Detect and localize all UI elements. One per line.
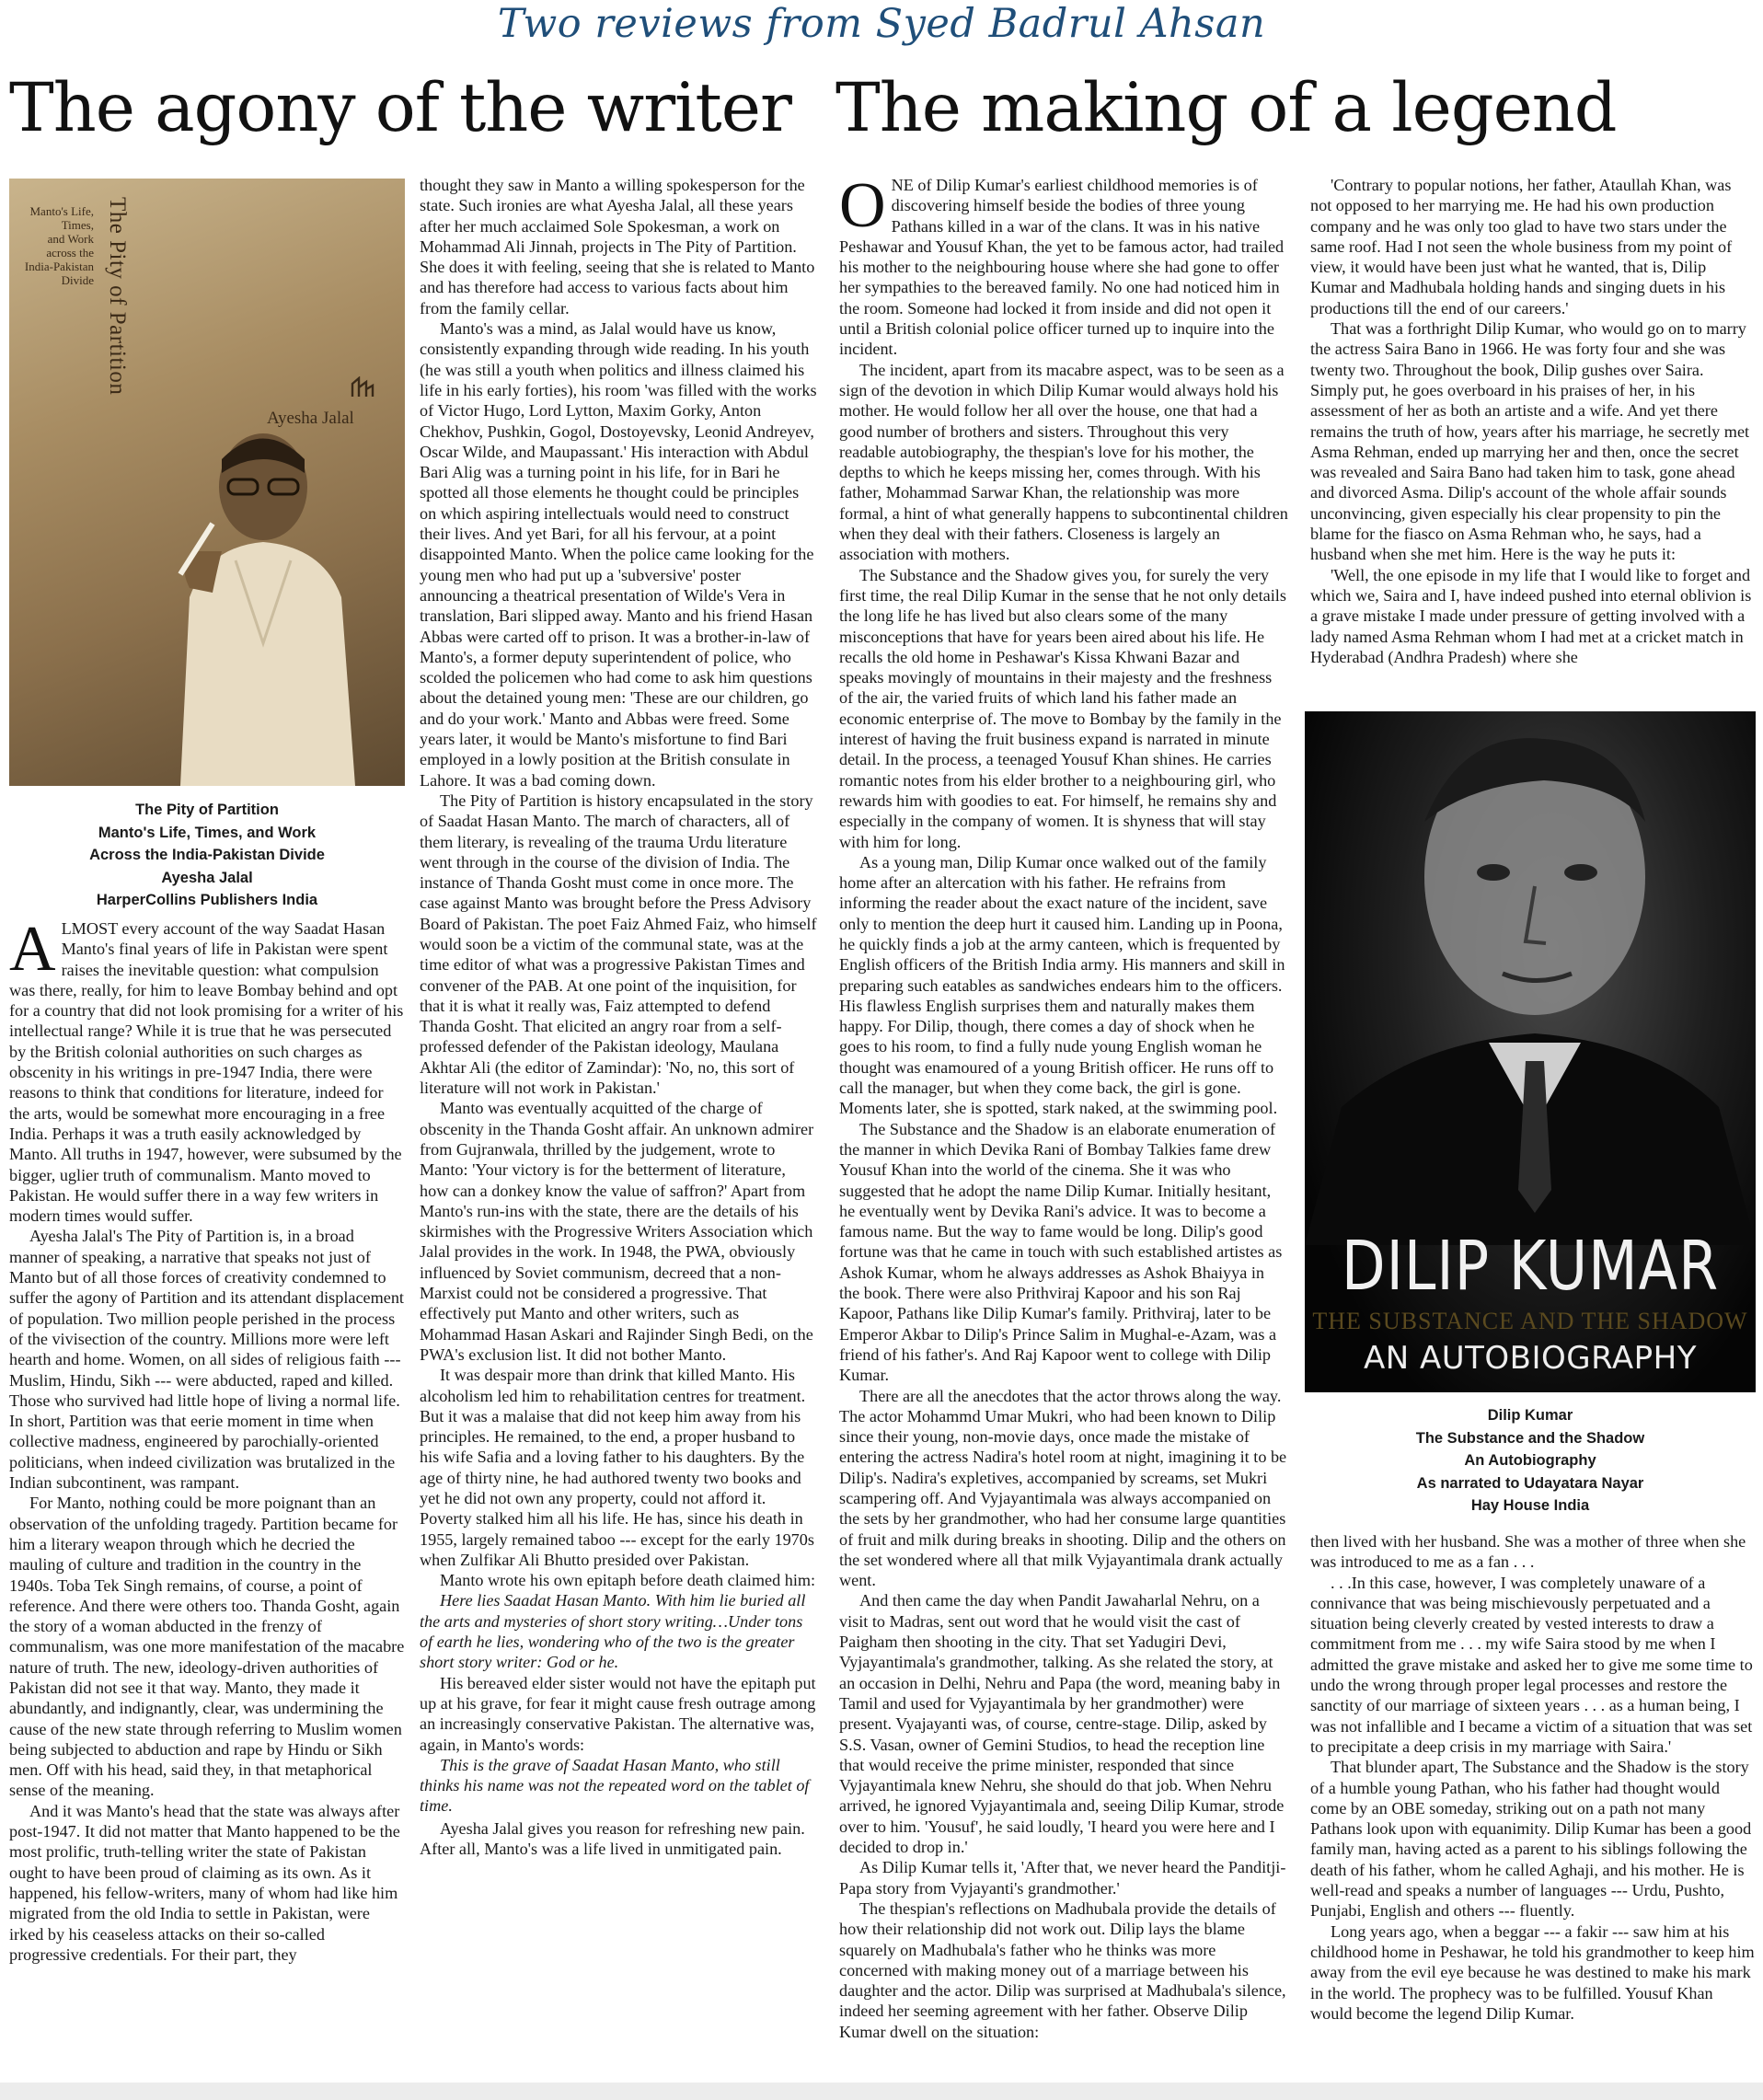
- paragraph: And it was Manto's head that the state was always after post-1947. It did not matter that Manto happened to be the most prolific, truth-telling writer the state of Pakistan ought to have been proud of claiming as its own. As it happened, his fellow-writers, many of whom had like him migrated from the old India to settle in Pakistan, were irked by his ceaseless attacks on their so-called progressive credentials. For their part, they: [9, 1801, 400, 1964]
- paragraph: The Substance and the Shadow is an elaborate enumeration of the manner in which Devika Rani of Bombay Talkies fame drew Yousuf Khan into the world of the cinema. She it was who suggested that he adopt the name Dilip Kumar. Initially hesitant, he eventually went by Devika Rani's advice. It was to become a famous name. But the way to fame would be long. Dilip's good fortune was that he came in touch with such established artistes as Ashok Kumar, whom he always addresses as Ashok Bhaiyya in the book. There were also Prithviraj Kapoor and his son Raj Kapoor, Pathans like Dilip Kumar's family. Prithviraj, later to be Emperor Akbar to Dilip's Prince Salim in Mughal-e-Azam, was a friend of his father's. And Raj Kapoor went to college with Dilip Kumar.: [839, 1119, 1283, 1385]
- article-right-column-2-top: [1310, 175, 1756, 701]
- publisher-logo-icon: [351, 376, 374, 398]
- paragraph: Manto's was a mind, as Jalal would have us know, consistently expanding through wide reading. In his youth (he was still a youth when politics and illness claimed his life in his early forties), his room 'was filled with the works of Victor Hugo, Lord Lytton, Maxim Gorky, Anton Chekhov, Pushkin, Gogol, Dostoyevsky, Leonid Andreyev, Oscar Wilde, and Maupassant.' His interaction with Abdul Bari Alig was a turning point in his life, for in Bari he spotted all those elements he thought could be principles on which aspiring intellectuals would need to construct their lives. And yet Bari, for all his fervour, at a point disappointed Manto. When the police came looking for the young men who had put up a 'subversive' poster announcing a theatrical presentation of Wilde's Vera in translation, Bari slipped away. Manto and his friend Hasan Abbas were carted off to prison. It was a brother-in-law of Manto's, a former deputy superintendent of police, who scolded the policemen who had come to ask him questions about the detained young men: 'These are our children, go and do your work.' Manto and Abbas were freed. Some years later, it would be Manto's misfortune to find Bari employed in a lowly position at the British consulate in Lahore. It was a bad coming down.: [420, 319, 817, 790]
- dropcap: A: [9, 918, 56, 985]
- paragraph: The Substance and the Shadow gives you, for surely the very first time, the real Dilip Kumar in the sense that he not only details the long life he has lived but also clears some of the many misconceptions that have for years been aired about his life. He recalls the old home in Peshawar's Kissa Khwani Bazar and speaks movingly of mountains in their majesty and the freshness of the air, the varied fruits of which land his father made an economic enterprise of. The move to Bombay by the family in the interest of having the fruit business expand is narrated in minute detail. In the process, a teenaged Yousuf Khan shines. He carries romantic notes from his elder brother to a neighbouring girl, who rewards him with goodies to eat. For himself, he remains shy and especially in the company of women. It is shyness that will stay with him for long.: [839, 565, 1286, 851]
- paragraph: That was a forthright Dilip Kumar, who would go on to marry the actress Saira Bano in 1966. He was forty four and she was twenty two. Throughout the book, Dilip gushes over Saira. Simply put, he goes overboard in his praises of her, in his assessment of her as both an artiste and a wife. And yet there remains the truth of how, years after his marriage, he secretly met Asma Rehman, ended up marrying her and then, once the secret was revealed and Saira Bano had taken him to task, gone ahead and divorced Asma. Dilip's account of the whole affair sounds unconvincing, given especially his clear propensity to pin the blame for the fiasco on Asma Rehman who, he says, had a husband when she met him. Here is the way he puts it:: [1310, 319, 1750, 564]
- paragraph: The Pity of Partition is history encapsulated in the story of Saadat Hasan Manto. The march of characters, all of them literary, is revealing of the trauma Urdu literature went through in the course of the division of India. The instance of Thanda Gosht must come in once more. The case against Manto was brought before the Press Advisory Board of Pakistan. The poet Faiz Ahmed Faiz, who himself would soon be a victim of the communal state, was at the time editor of what was a progressive Pakistan Times and convener of the PAB. At one point of the inquisition, for that it is what it really was, Faiz attempted to defend Thanda Gosht. That elicited an angry roar from a self-professed defender of the Pakistan ideology, Maulana Akhtar Ali (the editor of Zamindar): 'No, no, this sort of literature will not work in Pakistan.': [420, 790, 817, 1098]
- paragraph: For Manto, nothing could be more poignant than an observation of the unfolding tragedy. Partition became for him a literary weapon through which he decried the mauling of culture and tradition in the country in the 1940s. Toba Tek Singh remains, of course, a point of reference. And there were others too. Thanda Gosht, again the story of a woman abducted in the frenzy of communalism, was one more manifestation of the macabre nature of truth. The new, ideology-driven authorities of Pakistan did not see it that way. Manto, they made it abundantly, and indignantly, clear, was undermining the cause of the new state through referring to Muslim women being subjected to abduction and rape by Hindu or Sikh men. Off with his head, said they, in that metaphorical sense of the meaning.: [9, 1494, 405, 1800]
- book-cover-dilip-kumar: [1305, 711, 1756, 1392]
- book-caption-right: Dilip Kumar The Substance and the Shadow An Autobiography As narrated to Udayatara Nayar Hay House India: [1415, 1407, 1645, 1514]
- headline-agony-of-the-writer: The agony of the writer: [9, 69, 791, 147]
- paragraph: 'Contrary to popular notions, her father, Ataullah Khan, was not opposed to her marrying me. He had his own production company and he was only too glad to have two stars under the same roof. Had I not seen the whole business from my point of view, it would have been just what he wanted, that is, Dilip Kumar and Madhubala holding hands and singing duets in his productions till the end of our careers.': [1310, 176, 1733, 317]
- cover-title: The Pity of Partition: [105, 197, 130, 396]
- paragraph: His bereaved elder sister would not have the epitaph put up at his grave, for fear it might cause fresh outrage among an increasingly conservative Pakistan. The alternative was, again, in Manto's words:: [420, 1673, 816, 1754]
- paragraph: There are all the anecdotes that the actor throws along the way. The actor Mohammd Umar Mukri, who had been known to Dilip since their young, non-movie days, once made the mistake of entering the actress Nadira's hotel room at night, imagining it to be Dilip's. Nadira's expletives, accompanied by screams, set Mukri scampering off. And Vyjayantimala was always accompanied on the sets by her grandmother, who had her consume large quantities of fruit and milk during breaks in shooting. Dilip and the others on the set wondered where all that milk Vyjayantimala drank actually went.: [839, 1386, 1287, 1590]
- cover-subtitle: THE SUBSTANCE AND THE SHADOW: [1312, 1308, 1748, 1334]
- dilip-kumar-portrait: [1305, 711, 1756, 1245]
- paragraph: As a young man, Dilip Kumar once walked out of the family home after an altercation with his father. He refrains from informing the reader about the exact nature of the incident, save only to mention the deep hurt it caused him. Landing up in Poona, he quickly finds a job at the army canteen, which is frequented by English officers of the British India army. His manners and skill in preparing such eatables as sandwiches endears him to the officers. His flawless English surprises them and naturally makes them happy. For Dilip, though, there comes a day of shock when he goes to his room, to find a fully nude young English woman he thought was enamoured of a young British officer. He runs off to call the manager, but when they come back, the girl is gone. Moments later, she is spotted, stark naked, at the swimming pool.: [839, 852, 1285, 1118]
- paragraph: The incident, apart from its macabre aspect, was to be seen as a sign of the devotion in which Dilip Kumar would always hold his mother. He would follow her all over the house, one that had a good number of brothers and sisters. Throughout this very readable autobiography, the thespian's love for his mother, the depths to which he keeps missing her, comes through. With his father, Mohammad Sarwar Khan, the relationship was more formal, a hint of what generally happens to subcontinental children when they deal with their fathers. Closeness is largely an association with mothers.: [839, 360, 1288, 564]
- paragraph: then lived with her husband. She was a mother of three when she was introduced to me as a fan . . .: [1310, 1532, 1746, 1572]
- reviews-kicker: Two reviews from Syed Badrul Ahsan: [497, 1, 1266, 47]
- article-left-column-2: [420, 175, 817, 2080]
- paragraph: Ayesha Jalal's The Pity of Partition is, in a broad manner of speaking, a narrative that speaks not just of Manto but of all those forces of creativity condemned to suffer the agony of Partition and its attendant displacement of population. Two million people perished in the process of the vivisection of the country. Millions more were left hearth and home. Women, on all sides of religious faith --- Muslim, Hindu, Sikh --- were abducted, raped and killed. Those who survived had little hope of living a normal life. In short, Partition was that eerie moment in time when collective madness, engineered by parochially-oriented politicians, when indeed civilization was brutalized in the Indian subcontinent, was rampant.: [9, 1227, 404, 1493]
- article-right-column-2-bottom: [1310, 1531, 1756, 2080]
- headline-making-of-a-legend: The making of a legend: [835, 69, 1617, 147]
- epitaph-quote: Here lies Saadat Hasan Manto. With him lie buried all the arts and mysteries of short story writing…Under tons of earth he lies, wondering who of the two is the greater short story writer: God or he.: [420, 1591, 806, 1672]
- dropcap: O: [839, 175, 886, 241]
- article-left-column-1: [9, 918, 405, 2080]
- paragraph: NE of Dilip Kumar's earliest childhood memories is of discovering himself beside the bodies of three young Pathans killed in a war of the clans. It was in his native Peshawar and Yousuf Khan, the yet to be famous actor, had trailed his mother to the neighbouring house where she had gone to offer her sympathies to the bereaved family. No one had noticed him in the room. Someone had locked it from inside and did not open it until a British colonial police officer turned up to inquire into the incident.: [839, 176, 1285, 359]
- paragraph: And then came the day when Pandit Jawaharlal Nehru, on a visit to Madras, sent out word that he would visit the cast of Paigham then shooting in the city. That set Yadugiri Devi, Vyjayantimala's grandmother, talking. As she related the story, at an occasion in Delhi, Nehru and Papa (the word, meaning baby in Tamil and used for Vyjayantimala by her grandmother) were present. Vyajayanti was, of course, centre-stage. Dilip, asked by S.S. Vasan, owner of Gemini Studios, to head the reception line that would receive the prime minister, responded that since Vyjayantimala knew Nehru, she should do that job. When Nehru arrived, he ignored Vyjayantimala and, seeing Dilip Kumar, strode over to him. 'Yousuf', he said loudly, 'I heard you were here and I decided to drop in.': [839, 1591, 1285, 1857]
- cover-name: DILIP KUMAR: [1341, 1225, 1720, 1307]
- paragraph: thought they saw in Manto a willing spokesperson for the state. Such ironies are what Ayesha Jalal, all these years after her much acclaimed Sole Spokesman, a work on Mohammad Ali Jinnah, projects in The Pity of Partition. She does it with feeling, seeing that she is related to Manto and has therefore had access to various facts about him from the family cellar.: [420, 176, 815, 317]
- book-caption-left: The Pity of Partition Manto's Life, Times, and Work Across the India-Pakistan Divide Ayesha Jalal HarperCollins Publishers India: [89, 802, 325, 908]
- paragraph: Long years ago, when a beggar --- a fakir --- saw him at his childhood home in Peshawar, he told his grandmother to keep him away from the evil eye because he was destined to make his mark in the world. The prophecy was to be fulfilled. Yousuf Khan would become the legend Dilip Kumar.: [1310, 1921, 1755, 2023]
- paragraph: Manto was eventually acquitted of the charge of obscenity in the Thanda Gosht affair. An unknown admirer from Gujranwala, thrilled by the judgement, wrote to Manto: 'Your victory is for the betterment of literature, how can a donkey know the value of saffron?' Apart from Manto's run-ins with the state, there are the details of his skirmishes with the Progressive Writers Association which Jalal provides in the work. In 1948, the PWA, obviously influenced by Soviet communism, decreed that a non-Marxist could not be considered a progressive. That effectively put Manto and other writers, such as Mohammad Hasan Askari and Rajinder Singh Bedi, on the PWA's exclusion list. It did not bother Manto.: [420, 1099, 814, 1364]
- paragraph: . . .In this case, however, I was completely unaware of a connivance that was being mischievously perpetuated and a situation being cleverly created by vested interests to draw a commitment from me . . . my wife Saira stood by me when I admitted the grave mistake and asked her to give me some time to undo the wrong through proper legal processes and restore the sanctity of our marriage of sixteen years . . . as a human being, I was not infallible and I became a victim of a situation that was set to precipitate a deep crisis in my marriage with Saira.': [1310, 1573, 1753, 1756]
- cover-tagline: AN AUTOBIOGRAPHY: [1364, 1340, 1697, 1377]
- paragraph: Manto wrote his own epitaph before death claimed him:: [440, 1571, 816, 1590]
- paragraph: Ayesha Jalal gives you reason for refreshing new pain. After all, Manto's was a life lived in unmitigated pain.: [420, 1818, 805, 1859]
- paragraph: 'Well, the one episode in my life that I would like to forget and which we, Saira and I, have indeed pushed into eternal oblivion is a grave mistake I made under pressure of getting involved with a lady named Asma Rehman whom I had met at a cricket match in Hyderabad (Andhra Pradesh) where she: [1310, 565, 1752, 666]
- manto-portrait: [125, 422, 392, 786]
- paragraph: As Dilip Kumar tells it, 'After that, we never heard the Panditji-Papa story from Vyjayanti's grandmother.': [839, 1858, 1286, 1898]
- paragraph: It was despair more than drink that killed Manto. His alcoholism led him to rehabilitation centres for treatment. But it was a malaise that did not keep him away from his principles. He remained, to the end, a proper husband to his wife Safia and a loving father to his daughters. By the age of thirty nine, he had authored twenty two books and yet he did not own any property, could not afford it. Poverty stalked him all his life. He has, since his death in 1955, largely remained taboo --- except for the early 1970s when Zulfikar Ali Bhutto presided over Pakistan.: [420, 1366, 814, 1569]
- paragraph: The thespian's reflections on Madhubala provide the details of how their relationship did not work out. Dilip lays the blame squarely on Madhubala's father who he thinks was more concerned with making money out of a marriage between his daughter and the actor. Dilip was surprised at Madhubala's silence, indeed her seeming agreement with her father. Observe Dilip Kumar dwell on the situation:: [839, 1898, 1286, 2041]
- paragraph: LMOST every account of the way Saadat Hasan Manto's final years of life in Pakistan were spent raises the inevitable question: what compulsion was there, really, for him to leave Bombay behind and opt for a country that did not look promising for a writer of his intellectual range? While it is true that he was persecuted by the British colonial authorities on such charges as obscenity in his writings in pre-1947 India, there were reasons to think that conditions for literature, indeed for the arts, would be somewhat more encouraging in a free India. Perhaps it was a truth easily acknowledged by Manto. All truths in 1947, however, were subsumed by the bigger, uglier truth of communalism. Manto moved to Pakistan. He would suffer there in a way few writers in modern times would suffer.: [9, 919, 404, 1226]
- cover-subtitle: Manto's Life, Times, and Work across the India-Pakistan Divide: [24, 204, 94, 287]
- book-cover-pity-of-partition: [9, 179, 405, 786]
- cover-author: Ayesha Jalal: [267, 409, 354, 428]
- article-right-column-1: [839, 175, 1288, 2080]
- page-bottom-rule: [0, 2083, 1763, 2100]
- paragraph: That blunder apart, The Substance and the Shadow is the story of a humble young Pathan, who his father had thought would come by an OBE someday, striking out on a path not many Pathans look upon with equanimity. Dilip Kumar has been a good family man, having acted as a parent to his siblings following the death of his father, whom he called Aghaji, and his mother. He is well-read and speaks a number of languages --- Urdu, Pushto, Punjabi, English and others --- fluently.: [1310, 1758, 1752, 1921]
- epitaph-quote: This is the grave of Saadat Hasan Manto, who still thinks his name was not the repeated word on the tablet of time.: [420, 1755, 810, 1816]
